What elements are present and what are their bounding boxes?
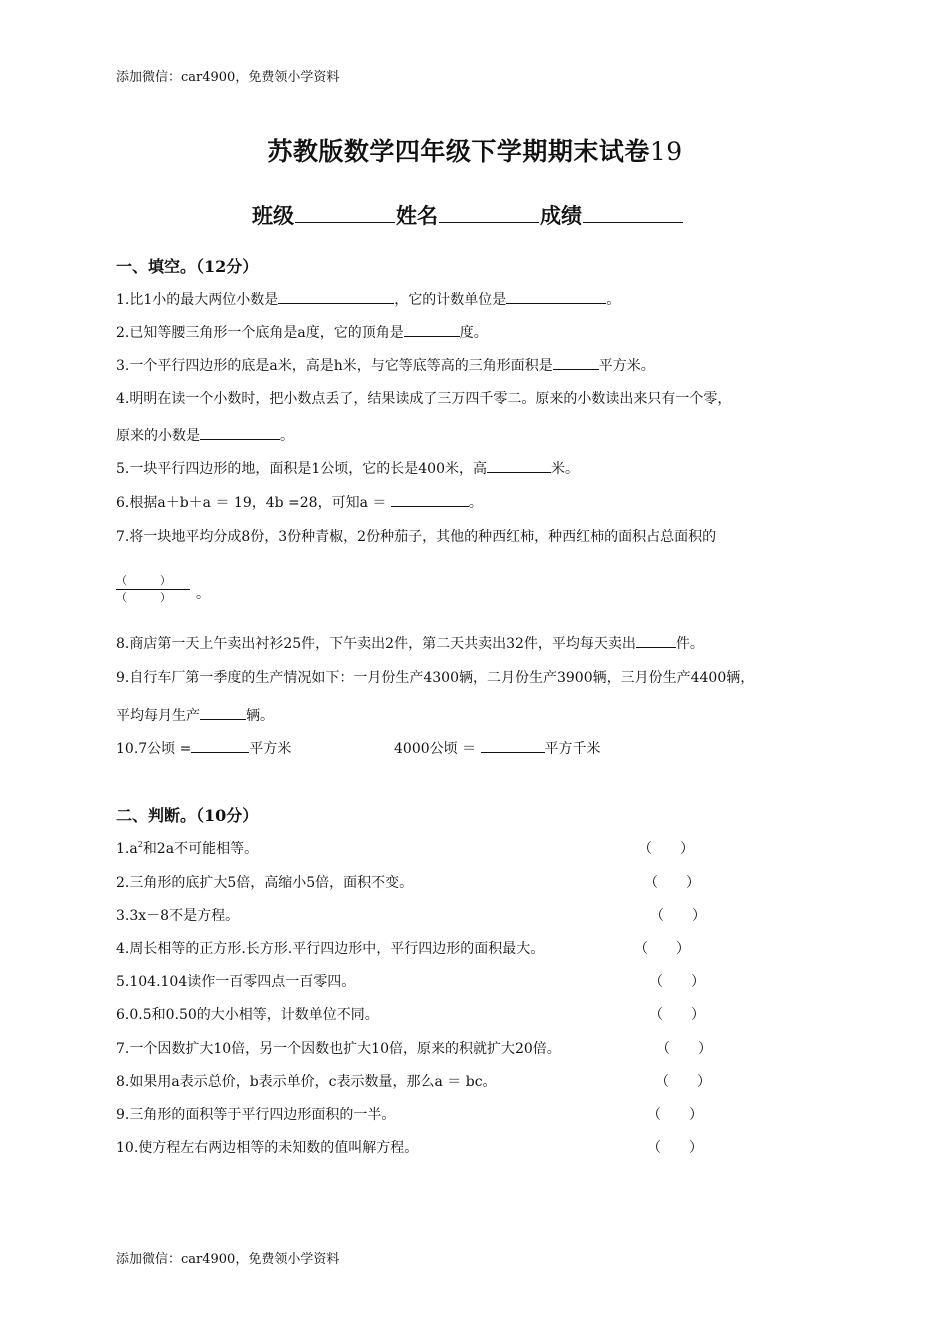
judge-item: 2.三角形的底扩大5倍，高缩小5倍，面积不变。 <box>116 875 414 891</box>
answer-blank[interactable] <box>200 705 246 720</box>
question-6: 6.根据a＋b＋a ＝ 19，4b =28，可知a ＝ 。 <box>116 492 483 512</box>
question-3: 3.一个平行四边形的底是a米，高是h米，与它等底等高的三角形面积是 平方米。 <box>116 355 655 375</box>
answer-blank[interactable] <box>191 738 249 753</box>
header-note: 添加微信：car4900，免费领小学资料 <box>116 70 340 85</box>
score-blank[interactable] <box>583 202 683 223</box>
judge-answer-box[interactable]: （ ） <box>634 941 690 957</box>
judge-answer-box[interactable]: （ ） <box>655 1074 711 1090</box>
judge-answer-box[interactable]: （ ） <box>644 875 700 891</box>
question-5: 5.一块平行四边形的地，面积是1公顷，它的长是400米，高 米。 <box>116 458 579 478</box>
name-blank[interactable] <box>439 202 539 223</box>
question-7: 7.将一块地平均分成8份，3份种青椒，2份种茄子，其他的种西红柿，种西红柿的面积占总面积的 <box>116 529 717 545</box>
section-2-heading: 二、判断。（10分） <box>116 806 259 825</box>
question-9-line-2: 平均每月生产 辆。 <box>116 705 274 725</box>
judge-answer-box[interactable]: （ ） <box>650 908 706 924</box>
judge-item: 8.如果用a表示总价，b表示单价，c表示数量，那么a ＝ bc。 <box>116 1074 497 1090</box>
judge-item: $1.a^2$和2a不可能相等。 <box>116 840 259 857</box>
answer-blank[interactable] <box>200 425 280 440</box>
judge-answer-box[interactable]: （ ） <box>649 1007 705 1023</box>
judge-answer-box[interactable]: （ ） <box>638 841 694 857</box>
page-title: 苏教版数学四年级下学期期末试卷19 <box>267 137 683 166</box>
answer-blank[interactable] <box>506 289 606 304</box>
question-10: 10.7公顷 = 平方米 <box>116 738 291 758</box>
answer-blank[interactable] <box>553 355 599 370</box>
judge-item: 9.三角形的面积等于平行四边形面积的一半。 <box>116 1107 396 1123</box>
judge-item: 5.104.104读作一百零四点一百零四。 <box>116 974 356 990</box>
judge-item: 3.3x－8不是方程。 <box>116 908 240 924</box>
answer-blank[interactable] <box>278 289 394 304</box>
student-info: 班级 姓名 成绩 <box>252 200 684 230</box>
judge-item: 10.使方程左右两边相等的未知数的值叫解方程。 <box>116 1140 419 1156</box>
judge-answer-box[interactable]: （ ） <box>647 1107 703 1123</box>
answer-blank[interactable] <box>391 492 469 507</box>
judge-item: 7.一个因数扩大10倍，另一个因数也扩大10倍，原来的积就扩大20倍。 <box>116 1041 561 1057</box>
judge-answer-box[interactable]: （ ） <box>649 974 705 990</box>
fraction-numerator: （ ） <box>116 574 171 587</box>
fraction-blank[interactable] <box>116 573 190 606</box>
question-8: 8.商店第一天上午卖出衬衫25件，下午卖出2件，第二天共卖出32件，平均每天卖出 件。 <box>116 633 704 653</box>
answer-blank[interactable] <box>636 633 676 648</box>
question-2: 2.已知等腰三角形一个底角是a度，它的顶角是 度。 <box>116 322 488 342</box>
footer-note: 添加微信：car4900，免费领小学资料 <box>116 1252 340 1267</box>
question-4-line-2: 原来的小数是 。 <box>116 425 294 445</box>
answer-blank[interactable] <box>481 738 545 753</box>
judge-item: 4.周长相等的正方形.长方形.平行四边形中，平行四边形的面积最大。 <box>116 941 545 957</box>
answer-blank[interactable] <box>487 458 551 473</box>
question-9-line-1: 9.自行车厂第一季度的生产情况如下：一月份生产4300辆，二月份生产3900辆，三月份生产4400辆， <box>116 670 755 686</box>
judge-answer-box[interactable]: （ ） <box>647 1140 703 1156</box>
judge-answer-box[interactable]: （ ） <box>656 1041 712 1057</box>
question-1: 1.比1小的最大两位小数是 ，它的计数单位是 。 <box>116 289 620 309</box>
answer-blank[interactable] <box>404 322 460 337</box>
judge-item: 6.0.5和0.50的大小相等，计数单位不同。 <box>116 1007 379 1023</box>
question-4-line-1: 4.明明在读一个小数时，把小数点丢了，结果读成了三万四千零二。原来的小数读出来只有一个零， <box>116 391 732 407</box>
question-10-part-2: 4000公顷 ＝ 平方千米 <box>394 738 601 758</box>
question-7-end: 。 <box>196 586 210 602</box>
class-blank[interactable] <box>295 202 395 223</box>
fraction-denominator: （ ） <box>116 591 171 604</box>
section-1-heading: 一、填空。（12分） <box>116 257 259 276</box>
